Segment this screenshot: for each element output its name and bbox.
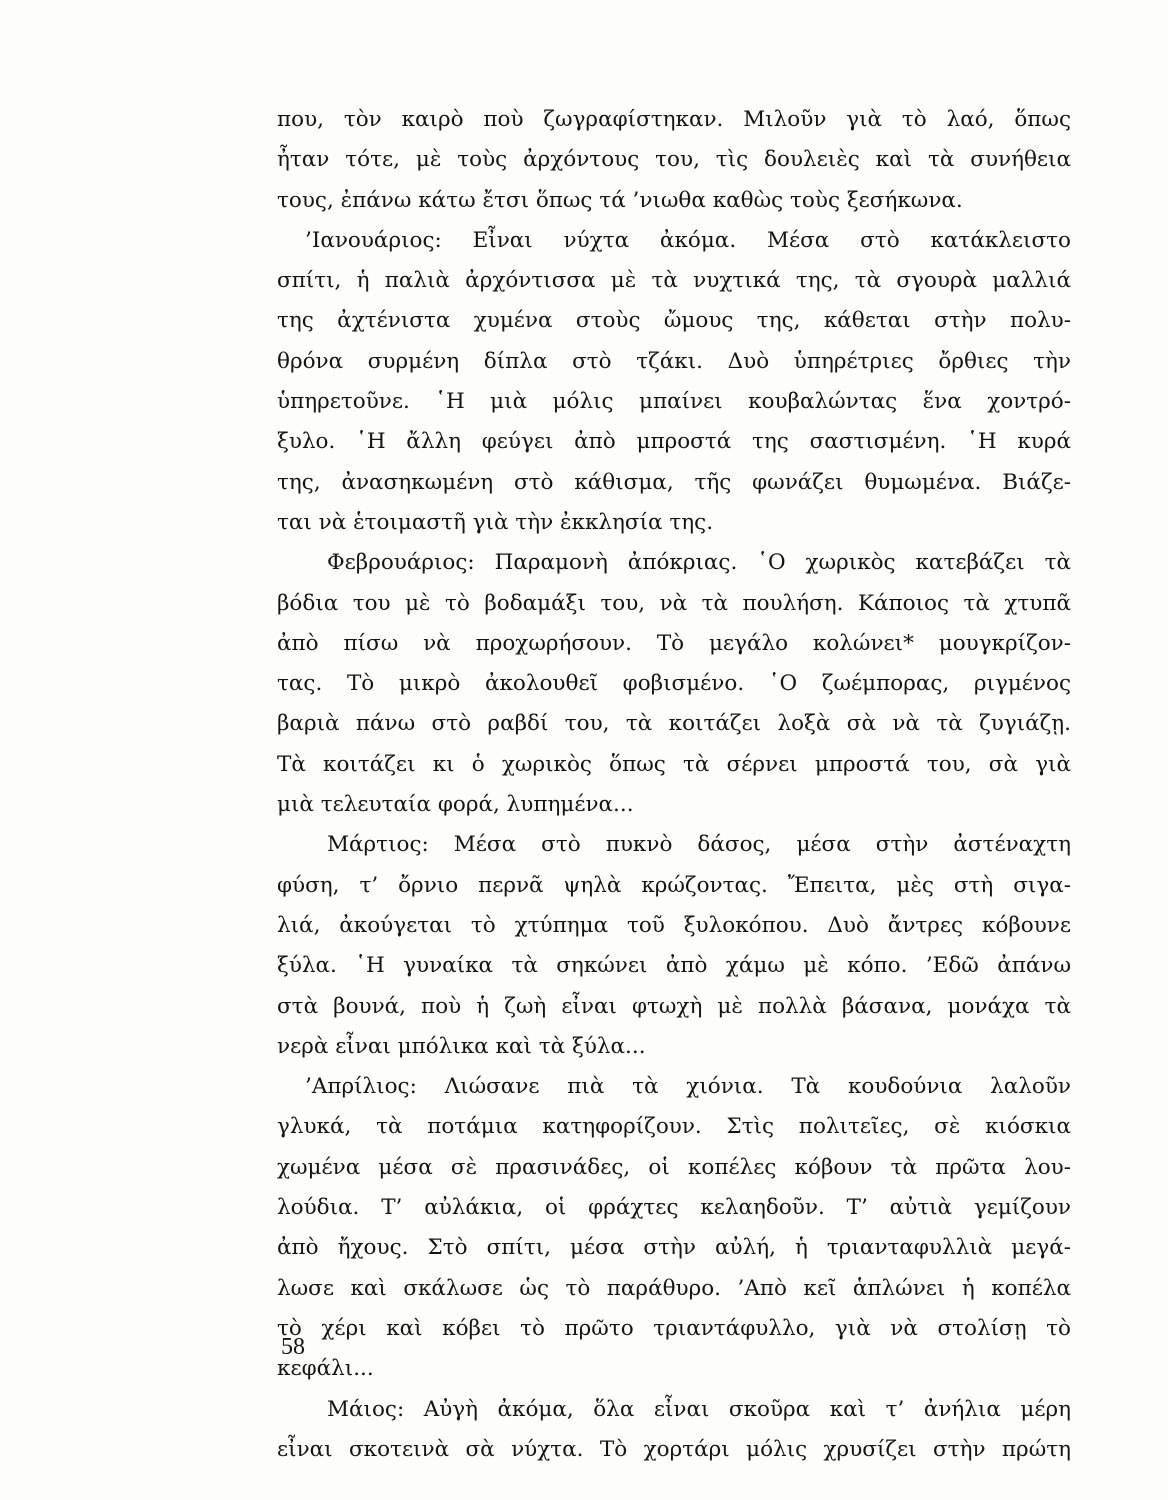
text-line: ὑπηρετοῦνε. ῾Η μιὰ μόλις μπαίνει κουβαλώντας ἕνα χοντρό- xyxy=(277,389,1071,415)
text-line: νερὰ εἶναι μπόλικα καὶ τὰ ξύλα... xyxy=(277,1033,646,1059)
text-line: φύση, τ’ ὄρνιο περνᾶ ψηλὰ κρώζοντας. Ἔπειτα, μὲς στὴ σιγα- xyxy=(277,872,1071,898)
text-line: της ἀχτένιστα χυμένα στοὺς ὤμους της, κάθεται στὴν πολυ- xyxy=(277,308,1071,334)
text-line: της, ἀνασηκωμένη στὸ κάθισμα, τῆς φωνάζει θυμωμένα. Βιάζε- xyxy=(277,469,1071,495)
text-line: τας. Τὸ μικρὸ ἀκολουθεῖ φοβισμένο. ῾Ο ζωέμπορας, ριγμένος xyxy=(277,671,1071,697)
text-line: Φεβρουάριος: Παραμονὴ ἀπόκριας. ῾Ο χωρικὸς κατεβάζει τὰ xyxy=(327,550,1071,576)
text-line: σπίτι, ἡ παλιὰ ἀρχόντισσα μὲ τὰ νυχτικά της, τὰ σγουρὰ μαλλιά xyxy=(277,268,1071,294)
text-line: που, τὸν καιρὸ ποὺ ζωγραφίστηκαν. Μιλοῦν γιὰ τὸ λαό, ὅπως xyxy=(277,107,1071,132)
text-line: ’Απρίλιος: Λιώσανε πιὰ τὰ χιόνια. Τὰ κουδούνια λαλοῦν xyxy=(305,1074,1071,1100)
text-line: ξύλα. ῾Η γυναίκα τὰ σηκώνει ἀπὸ χάμω μὲ κόπο. ’Εδῶ ἀπάνω xyxy=(277,953,1071,979)
text-line: λωσε καὶ σκάλωσε ὡς τὸ παράθυρο. ’Απὸ κεῖ ἁπλώνει ἡ κοπέλα xyxy=(277,1275,1071,1301)
text-line: βαριὰ πάνω στὸ ραβδί του, τὰ κοιτάζει λοξὰ σὰ νὰ τὰ ζυγιάζῃ. xyxy=(277,711,1071,737)
page-number: 58 xyxy=(281,1334,305,1360)
text-line: εἶναι σκοτεινὰ σὰ νύχτα. Τὸ χορτάρι μόλις χρυσίζει στὴν πρώτη xyxy=(277,1436,1071,1462)
text-line: ἀπὸ ἤχους. Στὸ σπίτι, μέσα στὴν αὐλή, ἡ τριανταφυλλιὰ μεγά- xyxy=(277,1235,1071,1261)
text-line: ἦταν τότε, μὲ τοὺς ἀρχόντους του, τὶς δουλειὲς καὶ τὰ συνήθεια xyxy=(277,147,1071,173)
text-line: λούδια. Τ’ αὐλάκια, οἱ φράχτες κελαηδοῦν. Τ’ αὐτιὰ γεμίζουν xyxy=(277,1195,1071,1221)
text-line: λιά, ἀκούγεται τὸ χτύπημα τοῦ ξυλοκόπου. Δυὸ ἄντρες κόβουνε xyxy=(277,912,1071,938)
text-line: ξυλο. ῾Η ἄλλη φεύγει ἀπὸ μπροστά της σαστισμένη. ῾Η κυρά xyxy=(277,429,1071,455)
text-line: Μάιος: Αὐγὴ ἀκόμα, ὅλα εἶναι σκοῦρα καὶ τ’ ἀνήλια μέρη xyxy=(327,1396,1071,1422)
text-line: βόδια του μὲ τὸ βοδαμάξι του, νὰ τὰ πουλήση. Κάποιος τὰ χτυπᾶ xyxy=(277,590,1071,616)
text-line: τὸ χέρι καὶ κόβει τὸ πρῶτο τριαντάφυλλο, γιὰ νὰ στολίσῃ τὸ xyxy=(277,1315,1071,1341)
text-line: Μάρτιος: Μέσα στὸ πυκνὸ δάσος, μέσα στὴν ἀστέναχτη xyxy=(327,832,1071,858)
body-text xyxy=(277,100,1071,1470)
text-line: θρόνα συρμένη δίπλα στὸ τζάκι. Δυὸ ὑπηρέτριες ὄρθιες τὴν xyxy=(277,348,1071,374)
text-line: ται νὰ ἑτοιμαστῆ γιὰ τὴν ἐκκλησία της. xyxy=(277,509,714,535)
text-line: ’Ιανουάριος: Εἶναι νύχτα ἀκόμα. Μέσα στὸ κατάκλειστο xyxy=(305,227,1071,253)
text-line: τους, ἐπάνω κάτω ἔτσι ὅπως τά ’νιωθα καθὼς τοὺς ξεσήκωνα. xyxy=(277,187,963,213)
text-line: κεφάλι... xyxy=(277,1356,374,1382)
text-line: χωμένα μέσα σὲ πρασινάδες, οἱ κοπέλες κόβουν τὰ πρῶτα λου- xyxy=(277,1154,1071,1180)
text-line: Τὰ κοιτάζει κι ὁ χωρικὸς ὅπως τὰ σέρνει μπροστά του, σὰ γιὰ xyxy=(277,751,1071,777)
text-line: ἀπὸ πίσω νὰ προχωρήσουν. Τὸ μεγάλο κολώνει* μουγκρίζον- xyxy=(277,630,1071,656)
text-line: γλυκά, τὰ ποτάμια κατηφορίζουν. Στὶς πολιτεῖες, σὲ κιόσκια xyxy=(277,1114,1071,1140)
text-line: μιὰ τελευταία φορά, λυπημένα... xyxy=(277,792,634,818)
text-line: στὰ βουνά, ποὺ ἡ ζωὴ εἶναι φτωχὴ μὲ πολλὰ βάσανα, μονάχα τὰ xyxy=(277,993,1071,1019)
